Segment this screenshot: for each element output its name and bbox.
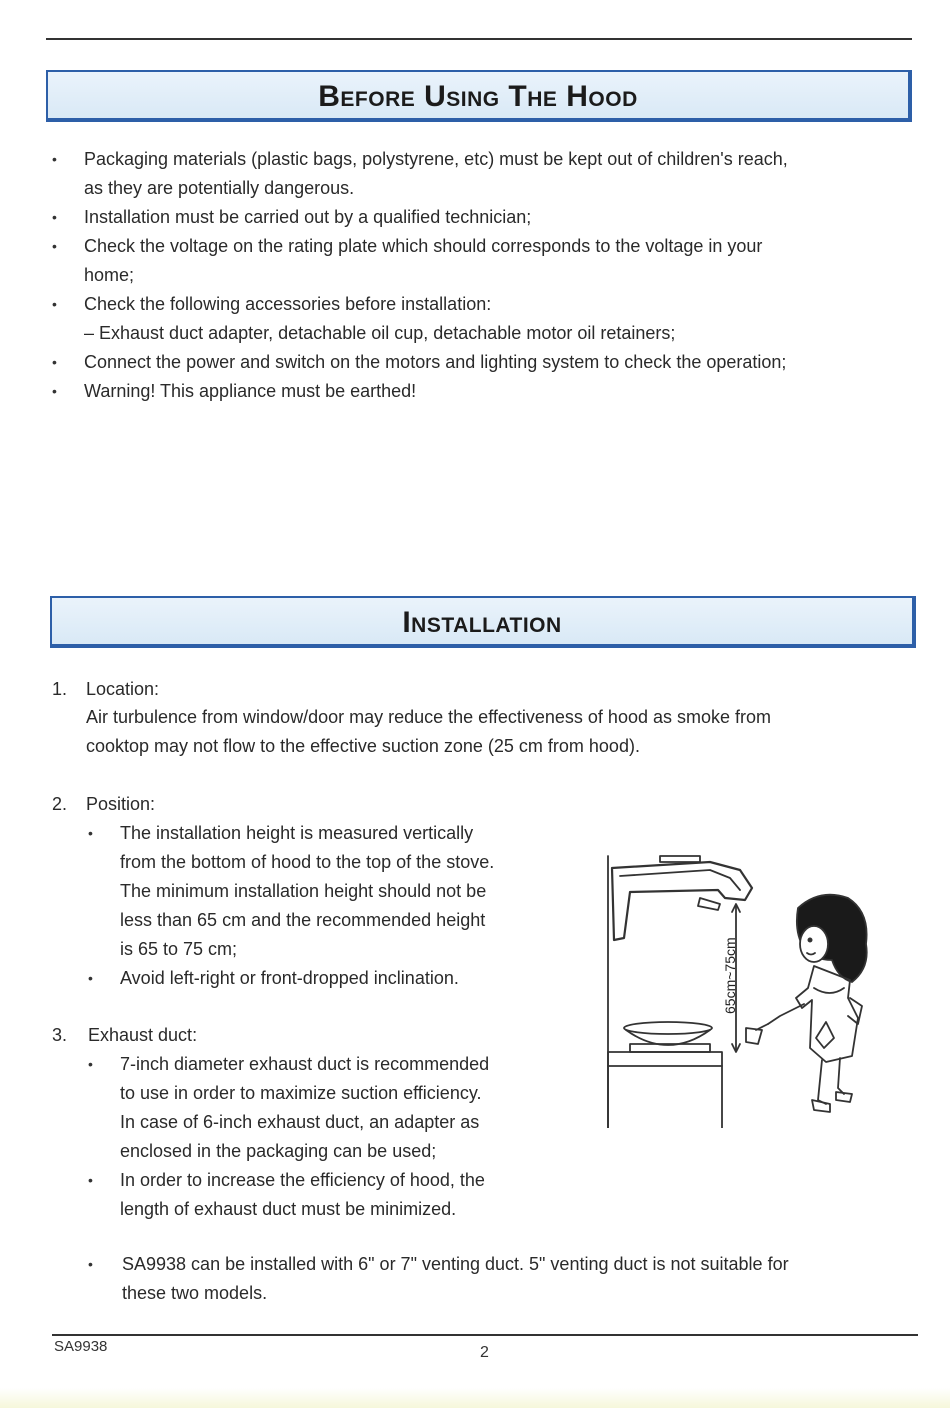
item-number: 3. <box>52 1025 68 1045</box>
height-label: 65cm~75cm <box>722 937 738 1014</box>
item-text: less than 65 cm and the recommended height <box>120 910 486 930</box>
page-number: 2 <box>480 1344 489 1361</box>
girl-collar <box>814 988 844 993</box>
item-text: is 65 to 75 cm; <box>120 939 238 959</box>
item-number: 1. <box>52 679 68 699</box>
girl-dress <box>796 966 858 1062</box>
warning-text: Warning! This appliance must be earthed! <box>84 381 417 401</box>
stove-cabinet <box>608 1052 722 1128</box>
item-text: to use in order to maximize suction efficiency. <box>120 1083 482 1103</box>
bullet-text: Check the voltage on the rating plate which should corresponds to the voltage in your <box>84 236 763 256</box>
item-text: The minimum installation height should not be <box>120 881 487 901</box>
bullet-icon: • <box>52 238 57 254</box>
page-edge-stain <box>0 1388 950 1408</box>
girl-face <box>800 926 828 962</box>
item-text: from the bottom of hood to the top of the stove. <box>120 852 495 872</box>
section-header-installation <box>50 596 916 648</box>
hood-top-vent <box>660 856 700 862</box>
item-text: length of exhaust duct must be minimized. <box>120 1199 457 1219</box>
item-text: In case of 6-inch exhaust duct, an adapter as <box>120 1112 480 1132</box>
bullet-icon: • <box>88 1256 93 1272</box>
hood-inner-line <box>620 870 740 890</box>
girl-hand-pocket <box>816 1022 834 1048</box>
item-text: Air turbulence from window/door may reduce the effectiveness of hood as smoke from <box>86 707 772 727</box>
bottom-rule <box>52 1334 918 1336</box>
girl-shoe-right <box>836 1092 852 1102</box>
section-title: Before Using The Hood <box>318 80 638 113</box>
bullet-text: home; <box>84 265 135 285</box>
hood-shape <box>612 862 752 940</box>
bullet-icon: • <box>88 1172 93 1188</box>
girl-leg-left <box>818 1060 826 1104</box>
bullet-icon: • <box>88 970 93 986</box>
top-rule <box>46 38 912 40</box>
bullet-icon: • <box>88 825 93 841</box>
item-heading: Location: <box>86 679 160 699</box>
girl-eye <box>808 938 811 941</box>
section-title: Installation <box>402 606 562 639</box>
item-text: 7-inch diameter exhaust duct is recommended <box>120 1054 490 1074</box>
item-text: cooktop may not flow to the effective suction zone (25 cm from hood). <box>86 736 640 756</box>
sub-item-text: – Exhaust duct adapter, detachable oil cup, detachable motor oil retainers; <box>84 323 676 343</box>
note-text: SA9938 can be installed with 6" or 7" venting duct. 5" venting duct is not suitable for <box>122 1254 789 1274</box>
girl-arm <box>768 1004 804 1024</box>
item-text: Avoid left-right or front-dropped inclination. <box>120 968 459 988</box>
bullet-icon: • <box>88 1056 93 1072</box>
item-heading: Exhaust duct: <box>88 1025 198 1045</box>
wok-rim <box>624 1022 712 1034</box>
bullet-icon: • <box>52 151 57 167</box>
bullet-text: Check the following accessories before installation: <box>84 294 492 314</box>
item-text: In order to increase the efficiency of hood, the <box>120 1170 485 1190</box>
bullet-text: as they are potentially dangerous. <box>84 178 355 198</box>
item-text: enclosed in the packaging can be used; <box>120 1141 437 1161</box>
section-header-before-using <box>46 70 912 122</box>
item-number: 2. <box>52 794 68 814</box>
note-text: these two models. <box>122 1283 268 1303</box>
girl-shoe-left <box>812 1100 830 1112</box>
footer-model: SA9938 <box>54 1338 108 1355</box>
bullet-icon: • <box>52 383 57 399</box>
bullet-icon: • <box>52 209 57 225</box>
bullet-icon: • <box>52 296 57 312</box>
girl-leg-right <box>838 1058 844 1094</box>
item-heading: Position: <box>86 794 156 814</box>
bullet-text: Installation must be carried out by a qualified technician; <box>84 207 532 227</box>
bullet-text: Connect the power and switch on the motors and lighting system to check the operation; <box>84 352 787 372</box>
installation-height-figure <box>600 848 880 1128</box>
ladle-cup <box>746 1028 762 1044</box>
item-text: The installation height is measured vertically <box>120 823 474 843</box>
bullet-text: Packaging materials (plastic bags, polystyrene, etc) must be kept out of children's reach, <box>84 149 788 169</box>
bullet-icon: • <box>52 354 57 370</box>
hood-light <box>698 898 720 910</box>
